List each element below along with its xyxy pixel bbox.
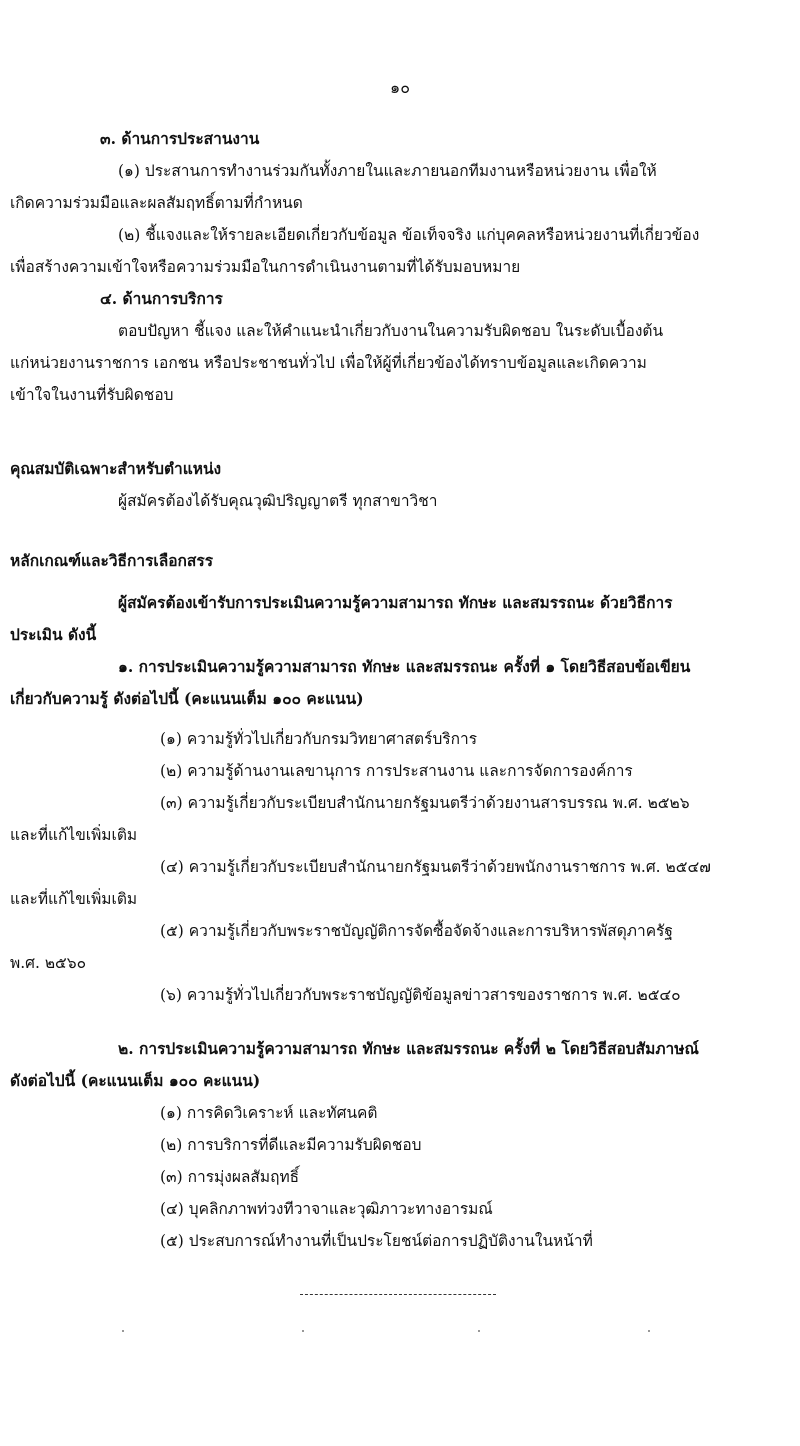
page-number: ๑๐ [390,78,410,97]
qualifications-text: ผู้สมัครต้องได้รับคุณวุฒิปริญญาตรี ทุกสาขาวิชา [118,492,438,510]
selection-heading: หลักเกณฑ์และวิธีการเลือกสรร [10,551,214,570]
part2-heading-line2: ดังต่อไปนี้ (คะแนนเต็ม ๑๐๐ คะแนน) [10,1071,261,1090]
scan-speck [478,1330,480,1332]
section3-heading: ๓. ด้านการประสานงาน [100,129,260,148]
scan-speck [122,1330,124,1332]
part2-item-4: (๔) บุคลิกภาพท่วงทีวาจาและวุฒิภาวะทางอารมณ์ [160,1200,493,1218]
part1-item-3-line1: (๓) ความรู้เกี่ยวกับระเบียบสำนักนายกรัฐมนตรีว่าด้วยงานสารบรรณ พ.ศ. ๒๕๒๖ [160,794,690,812]
part1-item-2: (๒) ความรู้ด้านงานเลขานุการ การประสานงาน และการจัดการองค์การ [160,762,633,780]
part1-item-1: (๑) ความรู้ทั่วไปเกี่ยวกับกรมวิทยาศาสตร์บริการ [160,730,478,748]
section4-line1: ตอบปัญหา ชี้แจง และให้คำแนะนำเกี่ยวกับงานในความรับผิดชอบ ในระดับเบื้องต้น [118,322,664,340]
scan-speck [648,1330,650,1332]
part2-heading-line1: ๒. การประเมินความรู้ความสามารถ ทักษะ และสมรรถนะ ครั้งที่ ๒ โดยวิธีสอบสัมภาษณ์ [118,1039,699,1058]
part2-item-3: (๓) การมุ่งผลสัมฤทธิ์ [160,1168,300,1186]
section4-heading: ๔. ด้านการบริการ [100,289,223,308]
scan-speck [302,1330,304,1332]
part2-item-5: (๕) ประสบการณ์ทำงานที่เป็นประโยชน์ต่อการปฏิบัติงานในหน้าที่ [160,1232,593,1250]
part1-item-4-line2: และที่แก้ไขเพิ่มเติม [10,890,138,908]
section3-item2-line2: เพื่อสร้างความเข้าใจหรือความร่วมมือในการดำเนินงานตามที่ได้รับมอบหมาย [10,258,521,276]
part1-heading-line1: ๑. การประเมินความรู้ความสามารถ ทักษะ และสมรรถนะ ครั้งที่ ๑ โดยวิธีสอบข้อเขียน [118,657,691,676]
part1-item-5-line2: พ.ศ. ๒๕๖๐ [10,954,87,972]
section4-line2: แก่หน่วยงานราชการ เอกชน หรือประชาชนทั่วไป เพื่อให้ผู้ที่เกี่ยวข้องได้ทราบข้อมูลและเกิดความ [10,354,647,372]
section4-line3: เข้าใจในงานที่รับผิดชอบ [10,386,174,404]
part1-item-3-line2: และที่แก้ไขเพิ่มเติม [10,826,138,844]
part2-item-2: (๒) การบริการที่ดีและมีความรับผิดชอบ [160,1136,422,1154]
section3-item1-line1: (๑) ประสานการทำงานร่วมกันทั้งภายในและภายนอกทีมงานหรือหน่วยงาน เพื่อให้ [118,162,657,180]
section3-item2-line1: (๒) ชี้แจงและให้รายละเอียดเกี่ยวกับข้อมูล ข้อเท็จจริง แก่บุคคลหรือหน่วยงานที่เกี่ยวข้อง [118,226,700,244]
section3-item1-line2: เกิดความร่วมมือและผลสัมฤทธิ์ตามที่กำหนด [10,194,303,212]
selection-intro-line1: ผู้สมัครต้องเข้ารับการประเมินความรู้ความสามารถ ทักษะ และสมรรถนะ ด้วยวิธีการ [118,593,673,612]
part1-item-6: (๖) ความรู้ทั่วไปเกี่ยวกับพระราชบัญญัติข้อมูลข่าวสารของราชการ พ.ศ. ๒๕๔๐ [160,986,681,1004]
end-divider [300,1294,496,1295]
qualifications-heading: คุณสมบัติเฉพาะสำหรับตำแหน่ง [10,459,222,478]
part2-item-1: (๑) การคิดวิเคราะห์ และทัศนคติ [160,1104,378,1122]
part1-heading-line2: เกี่ยวกับความรู้ ดังต่อไปนี้ (คะแนนเต็ม ๑๐๐ คะแนน) [10,689,364,708]
part1-item-4-line1: (๔) ความรู้เกี่ยวกับระเบียบสำนักนายกรัฐมนตรีว่าด้วยพนักงานราชการ พ.ศ. ๒๕๔๗ [160,858,711,876]
part1-item-5-line1: (๕) ความรู้เกี่ยวกับพระราชบัญญัติการจัดซื้อจัดจ้างและการบริหารพัสดุภาครัฐ [160,922,673,940]
selection-intro-line2: ประเมิน ดังนี้ [10,625,97,644]
